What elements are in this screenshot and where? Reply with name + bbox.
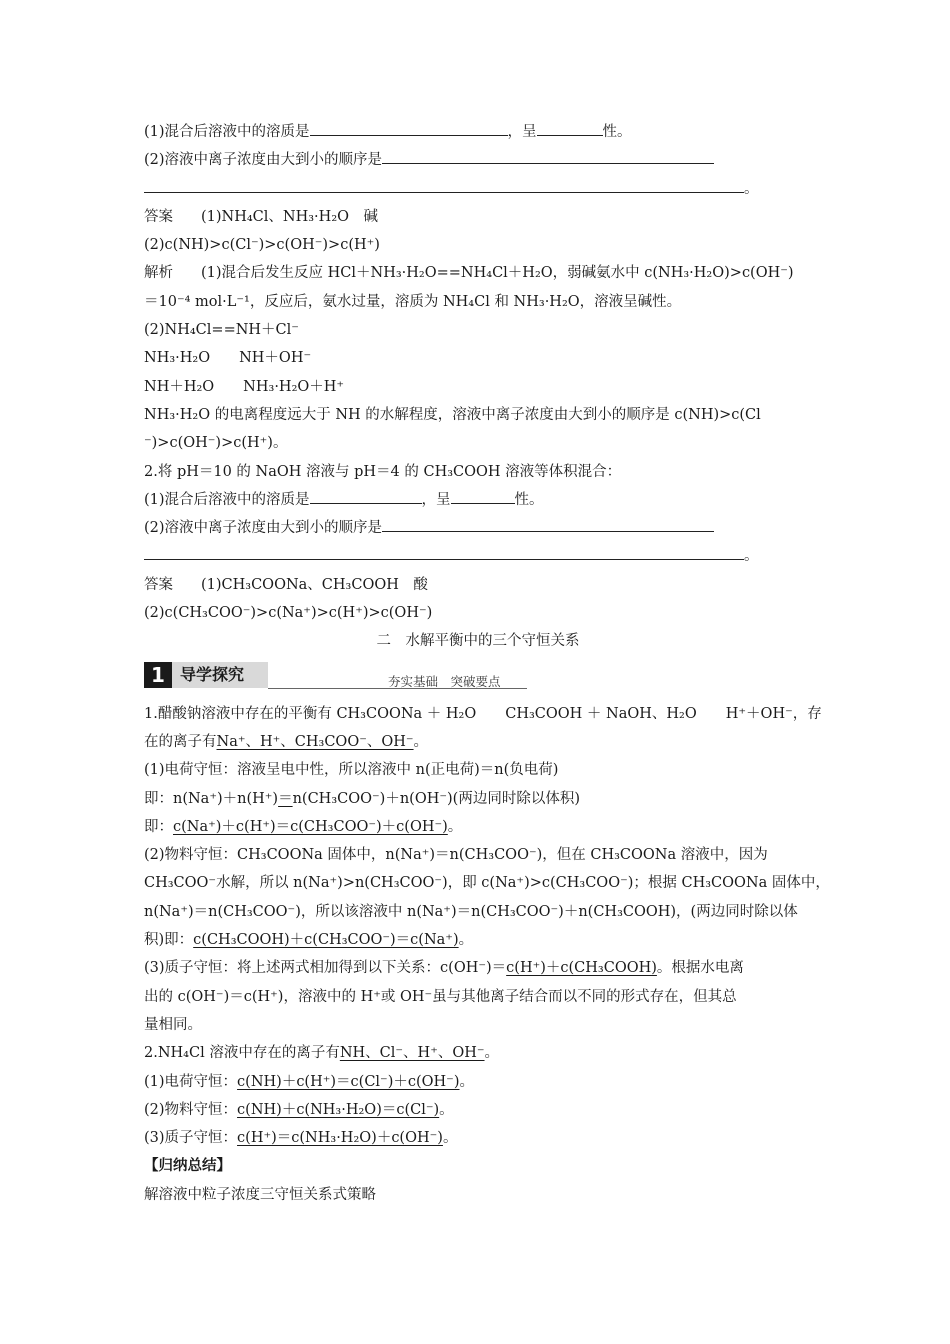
- q1-analysis-5: NH＋H₂O NH₃·H₂O＋H⁺: [144, 378, 345, 395]
- answer-text: (1)CH₃COONa、CH₃COOH 酸: [201, 576, 428, 593]
- body-line-9: [144, 926, 812, 954]
- section-heading: 二 水解平衡中的三个守恒关系: [376, 633, 580, 650]
- body-line-14: [144, 1068, 812, 1096]
- text-segment: (3)质子守恒：将上述两式相加得到以下关系：c(OH⁻)＝: [144, 960, 507, 977]
- body-line-1: 1.醋酸钠溶液中存在的平衡有 CH₃COONa ＋ H₂O CH₃COOH ＋ NaOH、H₂O H⁺＋OH⁻，存: [144, 705, 822, 722]
- body-line-2: [144, 728, 812, 756]
- answer-blank[interactable]: [144, 177, 744, 193]
- text-segment: 即：n(Na⁺)＋n(H⁺): [144, 790, 279, 807]
- text-segment: 。根据水电离: [656, 960, 744, 977]
- underlined-answer: NH、Cl⁻、H⁺、OH⁻: [339, 1045, 485, 1062]
- q2-answer-2: (2)c(CH₃COO⁻)>c(Na⁺)>c(H⁺)>c(OH⁻): [144, 605, 433, 622]
- text-segment: 。: [458, 932, 474, 949]
- q2-part1: [144, 486, 812, 514]
- text-segment: (1)电荷守恒：: [144, 1073, 238, 1090]
- q2-part2-cont: [144, 542, 812, 570]
- section-banner: [144, 660, 812, 694]
- analysis-label: 解析: [144, 265, 173, 282]
- answer-blank[interactable]: [537, 120, 603, 136]
- q2-part2-text: (2)溶液中离子浓度由大到小的顺序是: [144, 520, 383, 537]
- q1-analysis-4: NH₃·H₂O NH＋OH⁻: [144, 350, 312, 367]
- underlined-answer: c(H⁺)＋c(CH₃COOH): [506, 960, 657, 977]
- strategy-line: 解溶液中粒子浓度三守恒关系式策略: [144, 1186, 376, 1203]
- text-segment: 即：: [144, 818, 173, 835]
- q1-part2-cont: [144, 175, 812, 203]
- text-segment: 2.NH₄Cl 溶液中存在的离子有: [144, 1045, 340, 1062]
- q2-part2: [144, 514, 812, 542]
- text-segment: (2)物料守恒：: [144, 1101, 238, 1118]
- section-subtitle: 夯实基础 突破要点: [388, 673, 501, 689]
- q2-part1-mid: ，呈: [421, 491, 451, 508]
- text-segment: 。: [442, 1130, 458, 1147]
- body-line-3: (1)电荷守恒：溶液呈电中性，所以溶液中 n(正电荷)＝n(负电荷): [144, 762, 559, 779]
- answer-blank[interactable]: [310, 120, 508, 136]
- q1-answer-1: [144, 203, 812, 231]
- text-segment: 。: [413, 733, 429, 750]
- text-segment: 。: [447, 818, 463, 835]
- underlined-answer: c(Na⁺)＋c(H⁺)＝c(CH₃COO⁻)＋c(OH⁻): [173, 818, 448, 835]
- document-page: [144, 118, 830, 1209]
- body-line-7: CH₃COO⁻水解，所以 n(Na⁺)>n(CH₃COO⁻)，即 c(Na⁺)>c(CH₃COO⁻)；根据 CH₃COONa 固体中，: [144, 875, 830, 892]
- q2-part1-text: (1)混合后溶液中的溶质是: [144, 491, 310, 508]
- q1-part1-text: (1)混合后溶液中的溶质是: [144, 124, 310, 140]
- underlined-answer: c(H⁺)＝c(NH₃·H₂O)＋c(OH⁻): [237, 1130, 443, 1147]
- q1-analysis-1: [144, 259, 812, 287]
- underlined-answer: ＝: [278, 790, 293, 807]
- body-line-10: [144, 954, 812, 982]
- text-segment: 。: [439, 1101, 454, 1118]
- q2-part1-end: 性。: [514, 491, 544, 508]
- body-line-16: [144, 1124, 812, 1152]
- q1-part2-text: (2)溶液中离子浓度由大到小的顺序是: [144, 152, 383, 169]
- underlined-answer: c(NH)＋c(H⁺)＝c(Cl⁻)＋c(OH⁻): [237, 1073, 460, 1090]
- body-line-15: [144, 1096, 812, 1124]
- text-segment: 。: [484, 1045, 500, 1062]
- text-segment: 。: [459, 1073, 474, 1090]
- body-line-12: 量相同。: [144, 1016, 202, 1033]
- text-segment: (3)质子守恒：: [144, 1130, 238, 1147]
- q1-part1: [144, 118, 812, 146]
- body-line-5: [144, 813, 812, 841]
- underlined-answer: c(CH₃COOH)＋c(CH₃COO⁻)＝c(Na⁺): [193, 932, 459, 949]
- answer-label: 答案: [144, 208, 173, 225]
- q1-part1-mid: ，呈: [507, 124, 537, 140]
- answer-blank[interactable]: [382, 148, 714, 164]
- answer-label: 答案: [144, 576, 173, 593]
- summary-heading: 【归纳总结】: [144, 1157, 231, 1175]
- answer-blank[interactable]: [382, 516, 714, 532]
- section-number: 1: [144, 662, 172, 688]
- q1-analysis-3: (2)NH₄Cl==NH＋Cl⁻: [144, 322, 299, 339]
- answer-blank[interactable]: [451, 488, 515, 504]
- q2-part2-end: 。: [744, 548, 759, 565]
- answer-text: (1)NH₄Cl、NH₃·H₂O 碱: [201, 208, 379, 225]
- text-segment: 积)即：: [144, 932, 194, 949]
- body-line-8: n(Na⁺)＝n(CH₃COO⁻)，所以该溶液中 n(Na⁺)＝n(CH₃COO⁻)＋n(CH₃COOH)，(两边同时除以体: [144, 903, 798, 920]
- q1-analysis-6: NH₃·H₂O 的电离程度远大于 NH 的水解程度，溶液中离子浓度由大到小的顺序是 c(NH)>c(Cl: [144, 406, 761, 423]
- q1-answer-2: (2)c(NH)>c(Cl⁻)>c(OH⁻)>c(H⁺): [144, 237, 380, 254]
- section-title: 导学探究: [172, 662, 268, 688]
- q1-analysis-7: ⁻)>c(OH⁻)>c(H⁺)。: [144, 435, 288, 452]
- q1-part1-end: 性。: [602, 124, 632, 140]
- analysis-text: (1)混合后发生反应 HCl＋NH₃·H₂O==NH₄Cl＋H₂O，弱碱氨水中 c(NH₃·H₂O)>c(OH⁻): [201, 265, 794, 282]
- answer-blank[interactable]: [310, 488, 422, 504]
- underlined-answer: Na⁺、H⁺、CH₃COO⁻、OH⁻: [216, 733, 414, 750]
- q2-answer-1: [144, 571, 812, 599]
- q1-part2: [144, 146, 812, 174]
- body-line-6: (2)物料守恒：CH₃COONa 固体中，n(Na⁺)＝n(CH₃COO⁻)，但在 CH₃COONa 溶液中，因为: [144, 847, 768, 864]
- q2-stem: 2.将 pH＝10 的 NaOH 溶液与 pH＝4 的 CH₃COOH 溶液等体积混合：: [144, 463, 622, 480]
- text-segment: 在的离子有: [144, 733, 217, 750]
- underlined-answer: c(NH)＋c(NH₃·H₂O)＝c(Cl⁻): [237, 1101, 440, 1118]
- text-segment: n(CH₃COO⁻)＋n(OH⁻)(两边同时除以体积): [292, 790, 580, 807]
- answer-blank[interactable]: [144, 544, 744, 560]
- body-line-4: [144, 785, 812, 813]
- body-line-13: [144, 1039, 812, 1067]
- body-line-11: 出的 c(OH⁻)＝c(H⁺)，溶液中的 H⁺或 OH⁻虽与其他离子结合而以不同的形式存在，但其总: [144, 988, 737, 1005]
- q1-analysis-2: ＝10⁻⁴ mol·L⁻¹，反应后，氨水过量，溶质为 NH₄Cl 和 NH₃·H₂O，溶液呈碱性。: [144, 293, 682, 310]
- q1-part2-end: 。: [744, 180, 759, 197]
